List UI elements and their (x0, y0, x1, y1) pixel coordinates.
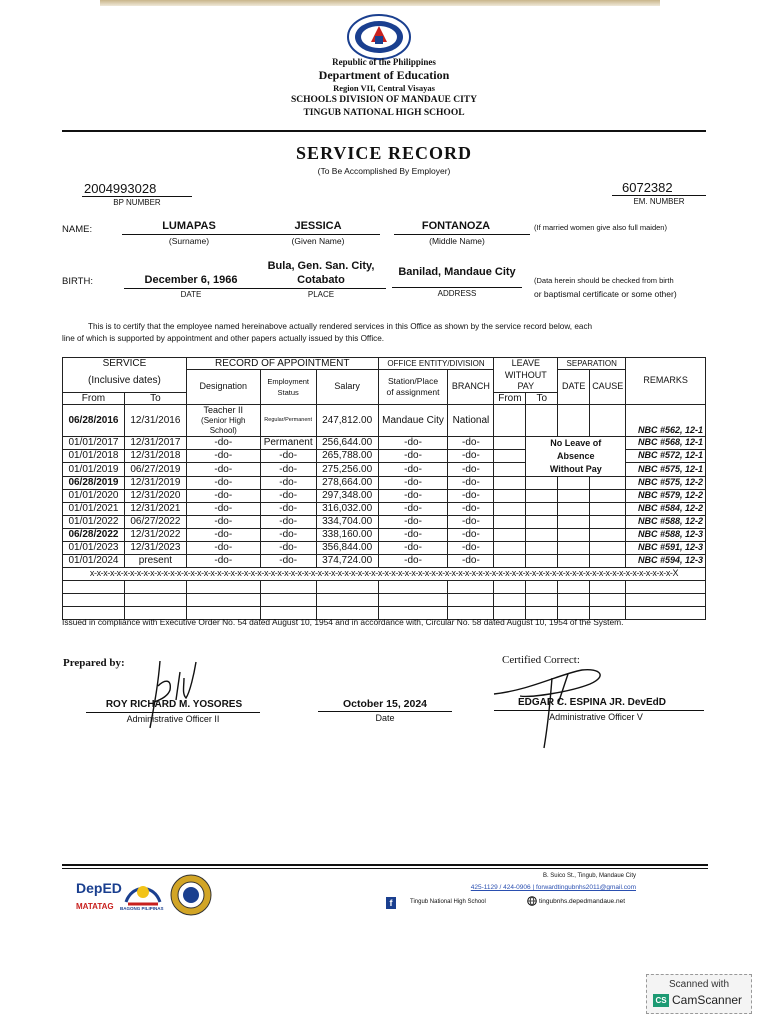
date-line (318, 711, 452, 712)
row-leave-from (494, 436, 526, 449)
row-remarks: NBC #594, 12-3 (626, 554, 706, 567)
table-row (63, 554, 706, 567)
address-value: Banilad, Mandaue City (398, 266, 516, 278)
row-remarks: NBC #572, 12-1 (626, 449, 706, 462)
row-status: -do- (260, 528, 316, 541)
row-from: 06/28/2016 (63, 404, 125, 436)
empty-cell (558, 593, 590, 606)
camscanner-badge (646, 974, 752, 1014)
camscanner-logo-icon: CS (653, 994, 669, 1007)
row-status: -do- (260, 515, 316, 528)
empty-cell (124, 593, 186, 606)
header-record: RECORD OF APPOINTMENT (186, 358, 378, 370)
row-station: -do- (378, 449, 448, 462)
birth-date-value: December 6, 1966 (144, 274, 238, 286)
middle-name-value: FONTANOZA (421, 220, 491, 232)
row-salary: 275,256.00 (316, 463, 378, 476)
empty-cell (186, 593, 260, 606)
globe-icon (527, 896, 537, 906)
row-station: -do- (378, 515, 448, 528)
certified-line (494, 710, 704, 711)
address-label: ADDRESS (437, 289, 477, 298)
row-remarks: NBC #591, 12-3 (626, 541, 706, 554)
row-branch: -do- (448, 489, 494, 502)
row-sep-date (558, 541, 590, 554)
name-label: NAME: (62, 224, 93, 235)
row-station: -do- (378, 463, 448, 476)
row-from: 06/28/2019 (63, 476, 125, 489)
department-text: Department of Education (318, 68, 450, 82)
row-designation: -do- (186, 502, 260, 515)
address-line (392, 287, 522, 288)
em-number-line (612, 195, 706, 196)
division-text: SCHOOLS DIVISION OF MANDAUE CITY (291, 95, 477, 105)
header-service: SERVICE (63, 358, 187, 370)
row-to: 12/31/2017 (124, 436, 186, 449)
row-salary: 334,704.00 (316, 515, 378, 528)
certify-line1: This is to certify that the employee named hereinabove actually rendered services in this Office as shown by the service record below, each (88, 322, 593, 331)
maiden-note: (If married women give also full maiden) (534, 223, 667, 232)
row-status: -do- (260, 476, 316, 489)
row-leave-from (494, 449, 526, 462)
x-line-text: x-x-x-x-x-x-x-x-x-x-x-x-x-x-x-x-x-x-x-x-x-x-x-x-x-x-x-x-x-x-x-x-x-x-x-x-x-x-x-x-x-x-x-x-x-x-x-x-x-x-x-x-x-x-x-x-x-x-x-x-x-x-x-x-x-x-x-x-x-x-x-x-x-x-x-x-x-x-x-x-x-x-x-x-x-x-x-X (63, 567, 706, 580)
row-leave-from (494, 541, 526, 554)
empty-cell (260, 593, 316, 606)
header-station-label: Station/Place (387, 375, 439, 386)
row-salary: 265,788.00 (316, 449, 378, 462)
row-from: 01/01/2020 (63, 489, 125, 502)
empty-cell (124, 580, 186, 593)
row-sep-date (558, 404, 590, 436)
row-sep-date (558, 502, 590, 515)
header-leave: LEAVE (494, 358, 558, 370)
row-leave-to (526, 404, 558, 436)
footer-divider (62, 864, 708, 866)
empty-cell (558, 580, 590, 593)
lwop-line1: No Leave of (550, 437, 602, 448)
row-salary: 374,724.00 (316, 554, 378, 567)
header-office: OFFICE ENTITY/DIVISION (378, 358, 494, 370)
service-record-table (62, 357, 706, 620)
row-sep-date (558, 554, 590, 567)
prepared-line (86, 712, 260, 713)
row-leave-from (494, 528, 526, 541)
designation-line3: School) (209, 425, 237, 435)
row-leave-from (494, 515, 526, 528)
empty-cell (186, 580, 260, 593)
row-to: 06/27/2019 (124, 463, 186, 476)
row-from: 06/28/2022 (63, 528, 125, 541)
row-station: -do- (378, 528, 448, 541)
row-sep-date (558, 489, 590, 502)
birth-place-line1: Bula, Gen. San. City, (267, 260, 375, 272)
row-designation: -do- (186, 436, 260, 449)
bagong-pilipinas-text: BAGONG PILIPINAS (120, 906, 164, 911)
bp-number-label: BP NUMBER (113, 198, 161, 207)
row-designation: -do- (186, 528, 260, 541)
empty-cell (526, 593, 558, 606)
empty-cell (494, 593, 526, 606)
row-sep-date (558, 476, 590, 489)
empty-cell (590, 593, 626, 606)
matatag-text: MATATAG (76, 902, 114, 911)
row-from: 01/01/2018 (63, 449, 125, 462)
given-name-line (256, 234, 380, 235)
row-leave-from (494, 476, 526, 489)
row-leave-from (494, 502, 526, 515)
table-row (63, 489, 706, 502)
birth-note-line2: or baptismal certificate or some other) (534, 289, 677, 299)
header-designation: Designation (186, 370, 260, 405)
row-sep-cause (590, 489, 626, 502)
lwop-line3: Without Pay (549, 463, 602, 474)
row-branch: -do- (448, 554, 494, 567)
empty-cell (378, 593, 448, 606)
empty-cell (63, 580, 125, 593)
row-branch: -do- (448, 463, 494, 476)
row-status: -do- (260, 554, 316, 567)
birth-place-label: PLACE (307, 290, 335, 299)
row-status: -do- (260, 463, 316, 476)
row-status: -do- (260, 449, 316, 462)
prepared-title: Administrative Officer II (126, 714, 220, 724)
row-to: 12/31/2020 (124, 489, 186, 502)
table-row (63, 502, 706, 515)
deped-logo (76, 880, 122, 896)
header-divider (62, 130, 706, 132)
row-designation: -do- (186, 554, 260, 567)
compliance-text: Issued in compliance with Executive Order No. 54 dated August 10, 1954 and in accordance with, Circular No. 58 dated August 10, 1954 of the System. (62, 617, 624, 627)
footer-contact[interactable]: 425-1129 / 424-0906 | forwardtingubnhs2011@gmail.com (470, 884, 636, 891)
certified-title: Administrative Officer V (549, 712, 643, 722)
row-station: -do- (378, 502, 448, 515)
row-station: -do- (378, 436, 448, 449)
em-number-value: 6072382 (622, 180, 673, 195)
row-branch: -do- (448, 476, 494, 489)
row-remarks: NBC #579, 12-2 (626, 489, 706, 502)
row-branch: National (448, 404, 494, 436)
row-designation: -do- (186, 515, 260, 528)
row-station: -do- (378, 554, 448, 567)
row-salary: 278,664.00 (316, 476, 378, 489)
empty-row (63, 580, 706, 593)
row-to: present (124, 554, 186, 567)
empty-cell (526, 580, 558, 593)
republic-text: Republic of the Philippines (332, 57, 436, 67)
header-employment-status (260, 370, 316, 405)
row-station: Mandaue City (378, 404, 448, 436)
row-from: 01/01/2017 (63, 436, 125, 449)
header-without-pay: WITHOUT PAY (494, 370, 558, 393)
row-salary: 247,812.00 (316, 404, 378, 436)
row-sep-cause (590, 404, 626, 436)
surname-value: LUMAPAS (162, 220, 216, 232)
row-designation (186, 404, 260, 436)
middle-name-label: (Middle Name) (429, 236, 485, 246)
header-separation: SEPARATION (558, 358, 626, 370)
empty-cell (494, 580, 526, 593)
row-station: -do- (378, 489, 448, 502)
row-designation: -do- (186, 489, 260, 502)
school-text: TINGUB NATIONAL HIGH SCHOOL (303, 108, 465, 118)
row-status: -do- (260, 502, 316, 515)
row-leave-to (526, 476, 558, 489)
deped-logo-text: DepED (76, 880, 122, 896)
certified-name: EDGAR C. ESPINA JR. DevEdD (518, 697, 666, 708)
birth-place-line (256, 288, 386, 289)
row-from: 01/01/2023 (63, 541, 125, 554)
row-from: 01/01/2024 (63, 554, 125, 567)
empty-cell (626, 580, 706, 593)
row-remarks: NBC #575, 12-1 (626, 463, 706, 476)
certify-line2: line of which is supported by appointment and other papers actually issued by this Office. (62, 334, 385, 343)
row-branch: -do- (448, 436, 494, 449)
birth-date-label: DATE (180, 290, 202, 299)
empty-row (63, 593, 706, 606)
row-leave-to (526, 489, 558, 502)
table-row (63, 515, 706, 528)
header-to: To (124, 392, 186, 404)
empty-cell (316, 593, 378, 606)
empty-cell (260, 580, 316, 593)
empty-cell (378, 580, 448, 593)
row-remarks: NBC #568, 12-1 (626, 436, 706, 449)
footer-divider-thin (62, 868, 708, 869)
row-station: -do- (378, 541, 448, 554)
row-leave-from (494, 463, 526, 476)
given-name-label: (Given Name) (291, 236, 345, 246)
em-number-label: EM. NUMBER (633, 197, 685, 206)
row-designation: -do- (186, 463, 260, 476)
row-leave-to (526, 502, 558, 515)
header-status-label: Status (277, 387, 299, 397)
birth-place-line2: Cotabato (297, 274, 345, 286)
bp-number-value: 2004993028 (84, 181, 157, 196)
row-status: -do- (260, 489, 316, 502)
header-leave-from: From (494, 392, 526, 404)
row-salary: 338,160.00 (316, 528, 378, 541)
row-remarks: NBC #575, 12-2 (626, 476, 706, 489)
birth-date-line (124, 288, 258, 289)
row-status: Regular/Permanent (260, 404, 316, 436)
row-salary: 356,844.00 (316, 541, 378, 554)
row-remarks: NBC #562, 12-1 (626, 404, 706, 436)
date-value: October 15, 2024 (342, 698, 428, 710)
row-sep-cause (590, 502, 626, 515)
lwop-note (526, 436, 626, 476)
birth-note-line1: (Data herein should be checked from birth (534, 276, 674, 285)
row-remarks: NBC #584, 12-2 (626, 502, 706, 515)
footer-address: B. Suico St., Tingub, Mandaue City (542, 873, 636, 879)
row-from: 01/01/2019 (63, 463, 125, 476)
table-row (63, 436, 706, 449)
table-row (63, 404, 706, 436)
camscanner-text: CamScanner (672, 993, 743, 1007)
row-sep-cause (590, 515, 626, 528)
header-assignment-label: of assignment (386, 386, 440, 397)
row-sep-cause (590, 554, 626, 567)
row-sep-date (558, 515, 590, 528)
row-leave-to (526, 515, 558, 528)
footer-website[interactable]: tingubnhs.depedmandaue.net (539, 898, 626, 905)
row-leave-to (526, 528, 558, 541)
empty-cell (626, 593, 706, 606)
table-row (63, 541, 706, 554)
row-branch: -do- (448, 541, 494, 554)
row-designation: -do- (186, 449, 260, 462)
row-leave-from (494, 489, 526, 502)
row-leave-to (526, 554, 558, 567)
row-to: 12/31/2021 (124, 502, 186, 515)
empty-cell (63, 593, 125, 606)
given-name-value: JESSICA (294, 220, 342, 232)
designation-line1: Teacher II (203, 404, 244, 415)
prepared-by-label: Prepared by: (63, 657, 125, 669)
header-leave-to: To (526, 392, 558, 404)
row-designation: -do- (186, 476, 260, 489)
birth-label: BIRTH: (62, 276, 93, 287)
row-designation: -do- (186, 541, 260, 554)
row-to: 12/31/2023 (124, 541, 186, 554)
middle-name-line (394, 234, 530, 235)
bp-number-line (82, 196, 192, 197)
table-row (63, 528, 706, 541)
row-leave-from (494, 554, 526, 567)
row-branch: -do- (448, 528, 494, 541)
scanned-with-text: Scanned with (668, 979, 730, 990)
empty-cell (316, 580, 378, 593)
row-station: -do- (378, 476, 448, 489)
row-branch: -do- (448, 449, 494, 462)
header-remarks: REMARKS (626, 358, 706, 405)
row-leave-to (526, 541, 558, 554)
designation-line2: (Senior High (201, 415, 246, 425)
date-label: Date (375, 713, 395, 723)
deped-seal-icon (347, 14, 411, 60)
empty-cell (590, 580, 626, 593)
header-salary: Salary (316, 370, 378, 405)
row-salary: 316,032.00 (316, 502, 378, 515)
row-to: 12/31/2022 (124, 528, 186, 541)
certified-label: Certified Correct: (502, 654, 580, 666)
row-remarks: NBC #588, 12-3 (626, 528, 706, 541)
row-to: 06/27/2022 (124, 515, 186, 528)
header-from: From (63, 392, 125, 404)
row-sep-date (558, 528, 590, 541)
surname-label: (Surname) (168, 236, 210, 246)
header-sep-date: DATE (558, 370, 590, 405)
table-row-terminator (63, 567, 706, 580)
header-employment-label: Employment (267, 376, 309, 386)
table-row (63, 476, 706, 489)
row-remarks: NBC #588, 12-2 (626, 515, 706, 528)
header-station (378, 370, 448, 405)
document-subtitle: (To Be Accomplished By Employer) (317, 166, 451, 176)
row-sep-cause (590, 476, 626, 489)
row-leave-from (494, 404, 526, 436)
header-sep-cause: CAUSE (590, 370, 626, 405)
row-status: -do- (260, 541, 316, 554)
row-to: 12/31/2019 (124, 476, 186, 489)
row-sep-cause (590, 528, 626, 541)
row-branch: -do- (448, 502, 494, 515)
row-salary: 256,644.00 (316, 436, 378, 449)
region-text: Region VII, Central Visayas (333, 83, 435, 93)
row-branch: -do- (448, 515, 494, 528)
prepared-name: ROY RICHARD M. YOSORES (105, 699, 243, 710)
school-seal-icon (170, 874, 212, 916)
lwop-line2: Absence (557, 450, 595, 461)
empty-cell (448, 580, 494, 593)
row-from: 01/01/2022 (63, 515, 125, 528)
empty-cell (448, 593, 494, 606)
row-status: Permanent (260, 436, 316, 449)
facebook-icon[interactable]: f (386, 897, 396, 909)
surname-line (122, 234, 256, 235)
row-to: 12/31/2018 (124, 449, 186, 462)
header-branch: BRANCH (448, 370, 494, 405)
row-to: 12/31/2016 (124, 404, 186, 436)
document-title: SERVICE RECORD (296, 143, 472, 163)
header-inclusive: (Inclusive dates) (63, 370, 187, 393)
row-salary: 297,348.00 (316, 489, 378, 502)
row-from: 01/01/2021 (63, 502, 125, 515)
page-top-edge (100, 0, 660, 6)
row-sep-cause (590, 541, 626, 554)
footer-facebook[interactable]: Tingub National High School (410, 899, 486, 905)
